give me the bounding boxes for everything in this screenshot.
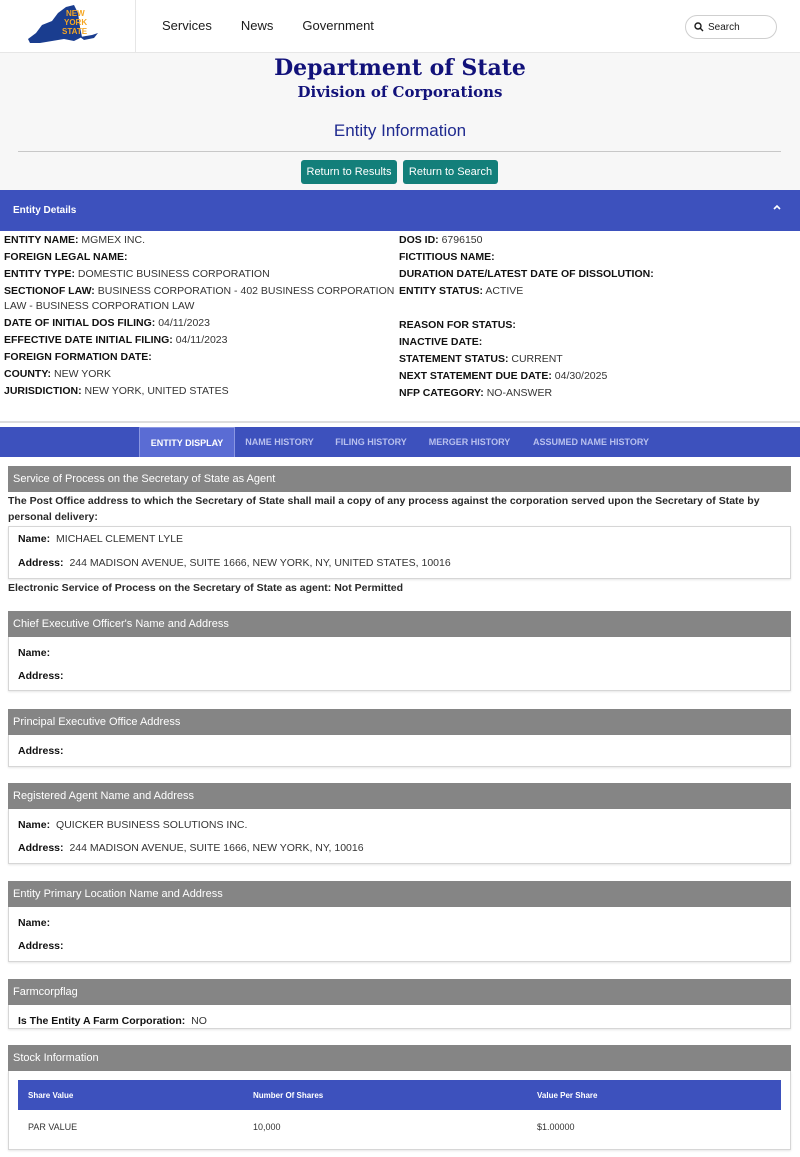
detail-label: STATEMENT STATUS: (399, 352, 509, 365)
details-separator (0, 421, 800, 423)
logo-line-1: NEW (66, 9, 85, 18)
ceo-section-header: Chief Executive Officer's Name and Address (8, 611, 791, 637)
detail-label: INACTIVE DATE: (399, 335, 483, 348)
entity-details-header[interactable] (0, 190, 800, 231)
table-row (18, 1110, 781, 1145)
detail-label: DOS ID: (399, 233, 439, 246)
detail-value: CURRENT (511, 352, 563, 365)
principal-section-header: Principal Executive Office Address (8, 709, 791, 735)
detail-label: NFP CATEGORY: (399, 386, 484, 399)
detail-label: EFFECTIVE DATE INITIAL FILING: (4, 334, 173, 346)
nav-link-news[interactable]: News (240, 18, 274, 33)
field-label: Name: (18, 917, 51, 929)
tab-assumed-name-history[interactable]: ASSUMED NAME HISTORY (532, 437, 649, 447)
detail-label: SECTIONOF LAW: (4, 284, 95, 297)
detail-value: 04/11/2023 (158, 317, 210, 329)
detail-row (399, 333, 799, 350)
details-right-column (399, 231, 799, 401)
detail-label: DURATION DATE/LATEST DATE OF DISSOLUTION: (399, 267, 654, 280)
detail-value: BUSINESS CORPORATION - 402 BUSINESS CORPORATION LAW - BUSINESS CORPORATION LAW (4, 284, 395, 312)
entity-details-grid (0, 231, 800, 421)
nav-link-government[interactable]: Government (302, 18, 374, 33)
detail-value: NEW YORK (53, 368, 111, 380)
field-label: Address: (18, 842, 64, 854)
stock-cell-share-value: PAR VALUE (28, 1122, 78, 1132)
agent-section-header: Registered Agent Name and Address (8, 783, 791, 809)
detail-label: ENTITY NAME: (4, 233, 79, 246)
detail-label: FICTITIOUS NAME: (399, 250, 495, 263)
detail-label: FOREIGN LEGAL NAME: (4, 250, 128, 263)
detail-row (399, 384, 799, 401)
primary-location-panel (8, 907, 791, 962)
search-label: Search (708, 21, 740, 33)
return-to-results-button[interactable]: Return to Results (301, 160, 397, 184)
sop-name-line (18, 533, 183, 545)
primary-name-line (18, 917, 53, 929)
detail-row (4, 265, 396, 282)
sop-name-value: MICHAEL CLEMENT LYLE (56, 533, 184, 545)
detail-row (4, 332, 396, 349)
field-label: Is The Entity A Farm Corporation: (18, 1015, 186, 1027)
detail-value: DOMESTIC BUSINESS CORPORATION (77, 267, 270, 280)
logo-line-3: STATE (62, 27, 88, 36)
detail-row (399, 367, 799, 384)
detail-value: MGMEX INC. (81, 233, 145, 246)
field-label: Address: (18, 557, 64, 569)
ceo-address-line (18, 670, 67, 682)
primary-location-section-header: Entity Primary Location Name and Address (8, 881, 791, 907)
detail-row (399, 231, 799, 248)
detail-value: NO-ANSWER (486, 386, 553, 399)
detail-value: 04/30/2025 (554, 369, 608, 382)
detail-row (399, 350, 799, 367)
page-title: Entity Information (333, 121, 467, 140)
field-label: Name: (18, 819, 51, 831)
detail-label: ENTITY STATUS: (399, 284, 483, 297)
detail-row (4, 231, 396, 248)
detail-row (399, 265, 799, 282)
entity-details-title: Entity Details (13, 205, 77, 216)
detail-label: ENTITY TYPE: (4, 267, 75, 280)
farm-line (18, 1015, 207, 1027)
primary-address-line (18, 940, 67, 952)
detail-row (4, 282, 396, 315)
sop-note: The Post Office address to which the Secretary of State shall mail a copy of any process against the corporation served upon the Secretary of State by personal delivery: (8, 495, 760, 523)
field-label: Name: (18, 647, 51, 659)
field-label: Address: (18, 745, 64, 757)
principal-address-line (18, 745, 67, 757)
top-nav (0, 0, 800, 53)
stock-col-value-per-share: Value Per Share (537, 1091, 598, 1100)
nav-links (162, 18, 374, 33)
sop-section-header: Service of Process on the Secretary of State as Agent (8, 466, 791, 492)
nav-link-services[interactable]: Services (162, 18, 212, 33)
details-left-column (4, 231, 396, 400)
electronic-sop-note: Electronic Service of Process on the Secretary of State as agent: Not Permitted (8, 582, 404, 594)
header-divider (18, 151, 781, 152)
detail-value: 04/11/2023 (175, 334, 228, 346)
detail-label: JURISDICTION: (4, 385, 82, 397)
ceo-panel (8, 637, 791, 691)
detail-value: 6796150 (441, 233, 483, 246)
division-title: Division of Corporations (297, 83, 503, 101)
stock-section-header: Stock Information (8, 1045, 791, 1071)
tab-name-history[interactable]: NAME HISTORY (245, 437, 314, 447)
stock-table-header (18, 1080, 781, 1110)
return-to-search-button[interactable]: Return to Search (403, 160, 498, 184)
farm-value: NO (191, 1015, 207, 1027)
farm-section-header: Farmcorpflag (8, 979, 791, 1005)
agent-name-line (18, 819, 247, 831)
detail-row (4, 349, 396, 366)
agent-panel (8, 809, 791, 864)
agent-address-value: 244 MADISON AVENUE, SUITE 1666, NEW YORK, NY, 10016 (69, 842, 364, 854)
detail-label: NEXT STATEMENT DUE DATE: (399, 369, 552, 382)
field-label: Name: (18, 533, 51, 545)
stock-cell-value-per-share: $1.00000 (537, 1122, 575, 1132)
sop-address-value: 244 MADISON AVENUE, SUITE 1666, NEW YORK, NY, UNITED STATES, 10016 (69, 557, 451, 569)
stock-cell-number-of-shares: 10,000 (253, 1122, 281, 1132)
field-label: Address: (18, 940, 64, 952)
search-button[interactable] (685, 15, 777, 39)
detail-row (399, 316, 799, 333)
agent-name-value: QUICKER BUSINESS SOLUTIONS INC. (56, 819, 248, 831)
chevron-up-icon[interactable] (772, 202, 782, 212)
tab-entity-display[interactable]: ENTITY DISPLAY (139, 427, 235, 457)
detail-row (4, 366, 396, 383)
page-header (0, 53, 800, 190)
detail-value: ACTIVE (485, 284, 524, 297)
tab-merger-history[interactable]: MERGER HISTORY (428, 437, 511, 447)
ny-state-logo[interactable] (22, 3, 102, 47)
sop-address-line (18, 557, 451, 569)
detail-row (4, 315, 396, 332)
detail-row (399, 248, 799, 265)
tab-filing-history[interactable]: FILING HISTORY (335, 437, 407, 447)
detail-label: DATE OF INITIAL DOS FILING: (4, 317, 156, 329)
detail-row (4, 248, 396, 265)
principal-panel (8, 735, 791, 767)
detail-row (399, 282, 799, 316)
field-label: Address: (18, 670, 64, 682)
detail-label: COUNTY: (4, 368, 52, 380)
detail-row (4, 383, 396, 400)
search-icon (694, 22, 704, 32)
detail-label: REASON FOR STATUS: (399, 318, 516, 331)
ny-state-map-icon (22, 3, 102, 47)
history-tabs (0, 427, 800, 457)
detail-value: NEW YORK, UNITED STATES (84, 385, 229, 397)
department-title: Department of State (274, 55, 526, 81)
nav-divider (135, 0, 136, 53)
agent-address-line (18, 842, 364, 854)
stock-col-share-value: Share Value (28, 1091, 74, 1100)
stock-col-number-of-shares: Number Of Shares (253, 1091, 324, 1100)
logo-line-2: YORK (64, 18, 88, 27)
detail-label: FOREIGN FORMATION DATE: (4, 351, 152, 363)
ceo-name-line (18, 647, 53, 659)
